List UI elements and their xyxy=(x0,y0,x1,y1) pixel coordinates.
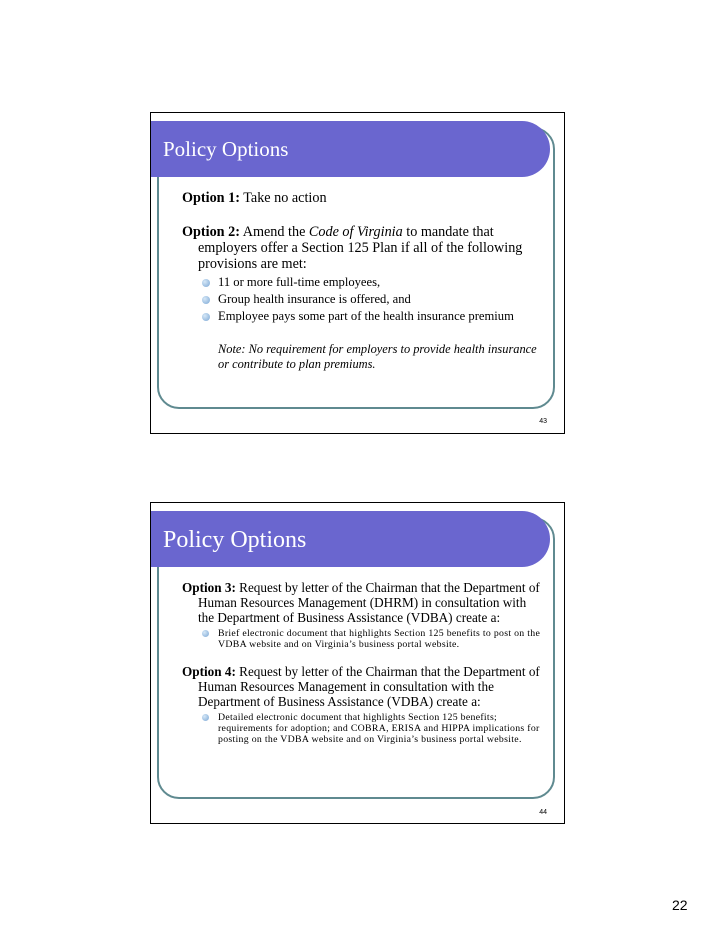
option-label: Option 3: xyxy=(182,580,236,595)
option-text: Request by letter of the Chairman that the Department of Human Resources Management (DHRM) in consultation with the Department of Business Assistance (VDBA) create a: xyxy=(198,580,540,625)
option-label: Option 4: xyxy=(182,664,236,679)
slide-body xyxy=(182,190,542,372)
bullet-icon xyxy=(202,313,210,321)
list-item xyxy=(202,275,542,290)
page-number: 22 xyxy=(672,897,688,913)
bullet-icon xyxy=(202,714,209,721)
option-4 xyxy=(182,664,542,709)
bullet-text: Brief electronic document that highlights Section 125 benefits to post on the VDBA website and on Virginia’s business portal website. xyxy=(218,628,541,650)
slide-body xyxy=(182,580,542,747)
bullet-icon xyxy=(202,279,210,287)
bullet-text: Group health insurance is offered, and xyxy=(218,292,411,306)
bullet-list xyxy=(182,712,542,745)
bullet-text: Detailed electronic document that highlights Section 125 benefits; requirements for adoption; and COBRA, ERISA and HIPPA implications for posting on the VDBA website and on Virginia’s business portal website. xyxy=(218,712,540,745)
option-text-italic: Code of Virginia xyxy=(308,224,403,240)
list-item xyxy=(202,628,542,650)
slide-title: Policy Options xyxy=(163,527,307,553)
option-text: Take no action xyxy=(239,190,327,206)
option-text: Request by letter of the Chairman that the Department of Human Resources Management in consultation with the Department of Business Assistance (VDBA) create a: xyxy=(198,664,540,709)
option-text: to mandate that employers offer a Section 125 Plan if all of the following provisions are met: xyxy=(198,224,523,272)
bullet-icon xyxy=(202,296,210,304)
option-text: Amend the xyxy=(239,224,309,240)
option-3 xyxy=(182,580,542,625)
slide-43 xyxy=(150,112,565,434)
bullet-text: 11 or more full-time employees, xyxy=(218,275,381,289)
slide-44 xyxy=(150,502,565,824)
option-label: Option 1: xyxy=(182,190,240,206)
bullet-icon xyxy=(202,630,209,637)
bullet-list xyxy=(182,275,542,324)
slide-title: Policy Options xyxy=(163,137,289,161)
list-item xyxy=(202,309,542,324)
option-2 xyxy=(182,224,542,272)
slide-number: 44 xyxy=(539,809,547,816)
note: Note: No requirement for employers to provide health insurance or contribute to plan premiums. xyxy=(218,342,537,371)
option-1 xyxy=(182,190,542,206)
bullet-list xyxy=(182,628,542,650)
bullet-text: Employee pays some part of the health insurance premium xyxy=(218,309,514,323)
list-item xyxy=(202,292,542,307)
slide-number: 43 xyxy=(539,418,547,425)
list-item xyxy=(202,712,542,745)
option-label: Option 2: xyxy=(182,224,240,240)
